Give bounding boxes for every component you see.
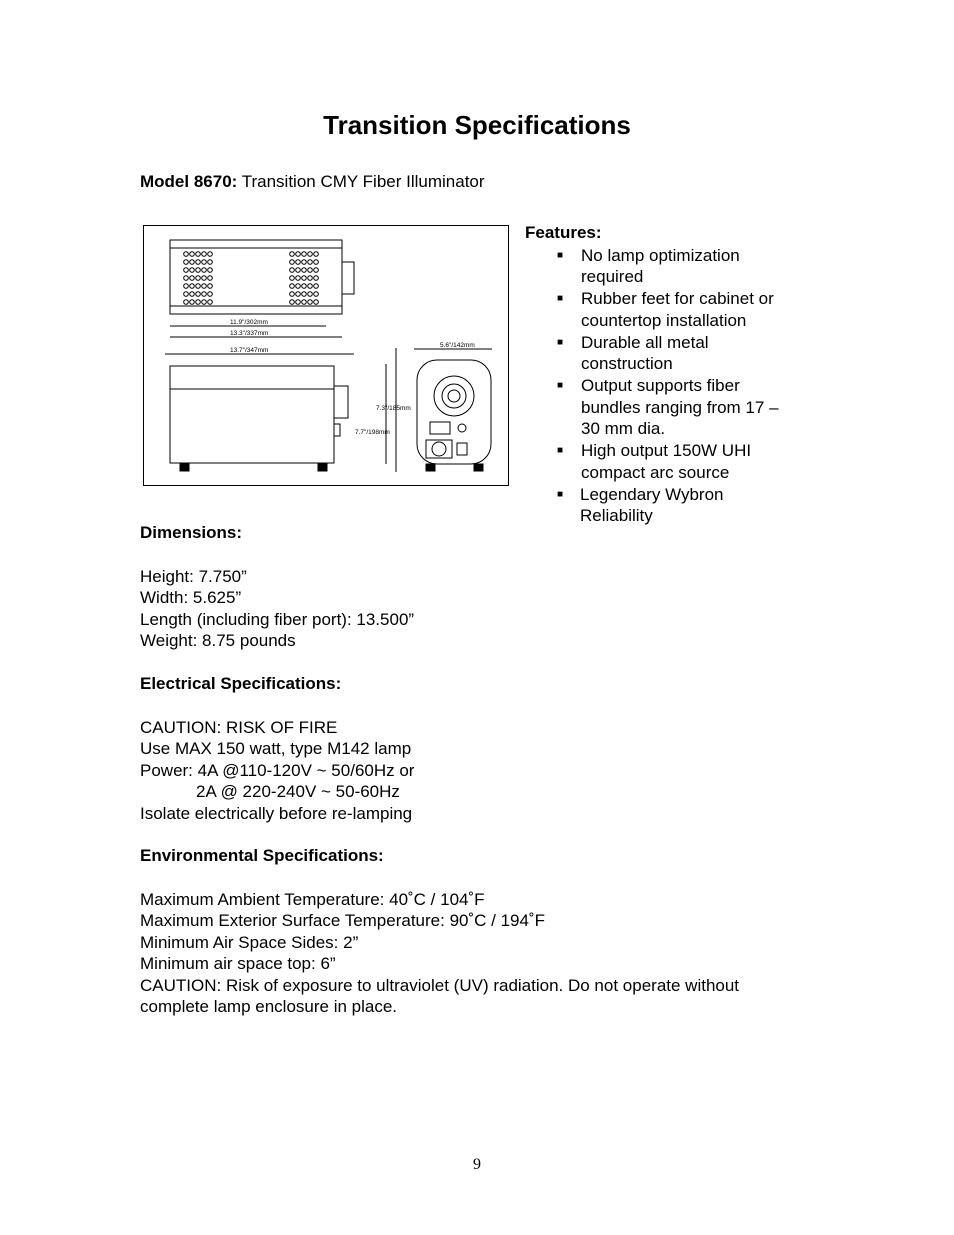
features-heading: Features: (525, 223, 602, 242)
dimension-line: Length (including fiber port): 13.500” (140, 609, 415, 629)
page-title: Transition Specifications (323, 110, 631, 140)
list-item: ■ Rubber feet for cabinet or countertop installation (557, 289, 774, 330)
bullet-icon: ■ (557, 380, 564, 391)
bullet-icon: ■ (557, 336, 564, 348)
bullet-icon: ■ (557, 293, 564, 304)
vent-right (290, 252, 319, 305)
environmental-line: Minimum air space top: 6” (140, 954, 336, 973)
vent-left (184, 252, 213, 305)
features-list (525, 245, 825, 527)
dim-label-6: 7.7"/198mm (355, 429, 390, 436)
environmental-section (140, 845, 739, 1018)
front-view-port (434, 376, 474, 416)
model-name: Transition CMY Fiber Illuminator (237, 172, 485, 191)
bullet-icon: ■ (557, 445, 564, 456)
environmental-line: Maximum Ambient Temperature: 40˚C / 104˚F (140, 889, 485, 909)
electrical-line: Use MAX 150 watt, type M142 lamp (140, 739, 412, 758)
environmental-line: complete lamp enclosure in place. (140, 997, 398, 1016)
electrical-line: Isolate electrically before re-lamping (140, 803, 413, 823)
list-item: ■ Durable all metal construction (557, 332, 709, 373)
dim-label-3: 13.7"/347mm (230, 347, 269, 354)
list-item: ■ Legendary Wybron Reliability (557, 484, 724, 525)
dimensions-heading: Dimensions: (140, 523, 243, 542)
drawing-svg (144, 226, 509, 486)
environmental-line: Maximum Exterior Surface Temperature: 90˚C / 194˚F (140, 911, 545, 930)
dimension-line: Weight: 8.75 pounds (140, 631, 296, 650)
list-item: ■ No lamp optimization required (557, 245, 740, 286)
bullet-icon: ■ (557, 249, 564, 261)
product-drawing (143, 225, 509, 486)
dim-label-2: 13.3"/337mm (230, 330, 269, 337)
bullet-icon: ■ (557, 488, 564, 500)
dimension-line: Height: 7.750” (140, 566, 247, 586)
electrical-line: 2A @ 220-240V ~ 50-60Hz (196, 782, 400, 801)
page-number: 9 (473, 1156, 481, 1173)
dimension-line: Width: 5.625” (140, 588, 242, 607)
side-view-body (170, 366, 334, 463)
electrical-line: CAUTION: RISK OF FIRE (140, 717, 338, 737)
side-view-knob (334, 424, 340, 436)
top-view-port (342, 262, 354, 294)
dim-label-1: 11.9"/302mm (230, 319, 268, 326)
list-item: ■ High output 150W UHI compact arc source (557, 441, 752, 482)
model-line (140, 172, 485, 192)
electrical-section (140, 673, 414, 824)
electrical-line: Power: 4A @110-120V ~ 50/60Hz or (140, 760, 415, 780)
model-label: Model 8670: (140, 172, 238, 191)
dimensions-section (140, 522, 414, 652)
environmental-line: CAUTION: Risk of exposure to ultraviolet (UV) radiation. Do not operate without (140, 975, 740, 995)
dim-label-5: 7.3"/185mm (376, 405, 411, 412)
environmental-line: Minimum Air Space Sides: 2” (140, 932, 359, 952)
dim-label-4: 5.6"/142mm (440, 342, 475, 349)
side-view-port (334, 386, 348, 418)
electrical-heading: Electrical Specifications: (140, 674, 342, 693)
list-item: ■ Output supports fiber bundles ranging from 17 – 30 mm dia. (557, 376, 779, 438)
environmental-heading: Environmental Specifications: (140, 846, 384, 865)
features-section (525, 222, 825, 527)
